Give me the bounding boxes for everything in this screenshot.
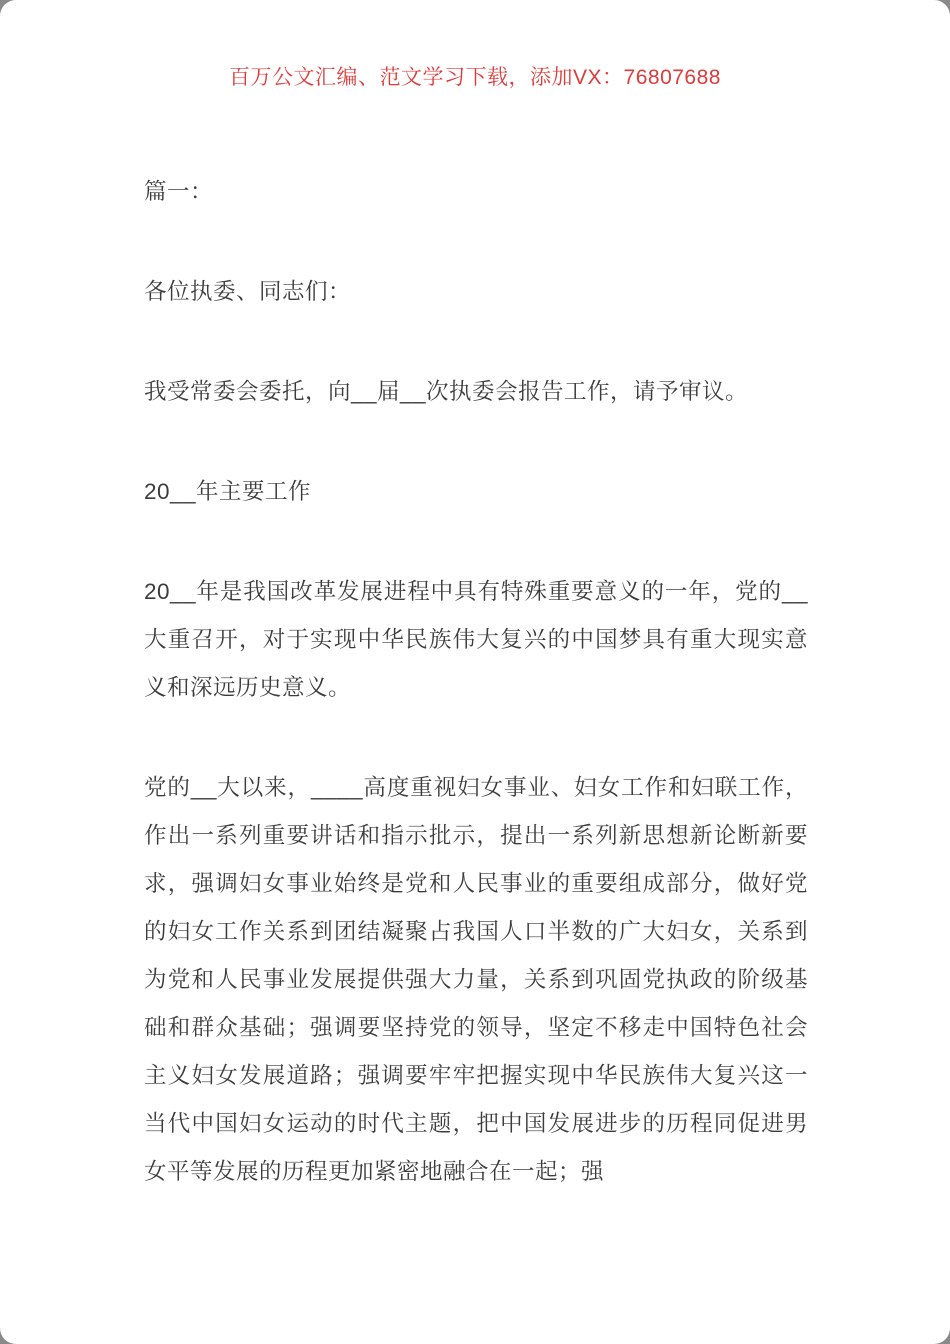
paragraph-salutation: 各位执委、同志们： xyxy=(144,279,352,304)
document-body xyxy=(0,168,950,1196)
paragraph-report-intro: 我受常委会委托，向__届__次执委会报告工作，请予审议。 xyxy=(144,379,749,404)
paragraph-section-title: 20__年主要工作 xyxy=(144,479,312,504)
header-ad-text: 百万公文汇编、范文学习下载，添加VX：76807688 xyxy=(229,66,721,89)
paragraph-body-2: 党的__大以来，____高度重视妇女事业、妇女工作和妇联工作，作出一系列重要讲话和指示批示，提出一系列新思想新论断新要求，强调妇女事业始终是党和人民事业的重要组成部分，做好党的妇女工作关系到团结凝聚占我国人口半数的广大妇女，关系到为党和人民事业发展提供强大力量，关系到巩固党执政的阶级基础和群众基础；强调要坚持党的领导，坚定不移走中国特色社会主义妇女发展道路；强调要牢牢把握实现中华民族伟大复兴这一当代中国妇女运动的时代主题，把中国发展进步的历程同促进男女平等发展的历程更加紧密地融合在一起；强 xyxy=(144,775,808,1184)
paragraph-heading: 篇一： xyxy=(144,179,214,204)
paragraph-body-1: 20__年是我国改革发展进程中具有特殊重要意义的一年，党的__大重召开，对于实现中华民族伟大复兴的中国梦具有重大现实意义和深远历史意义。 xyxy=(144,579,808,700)
